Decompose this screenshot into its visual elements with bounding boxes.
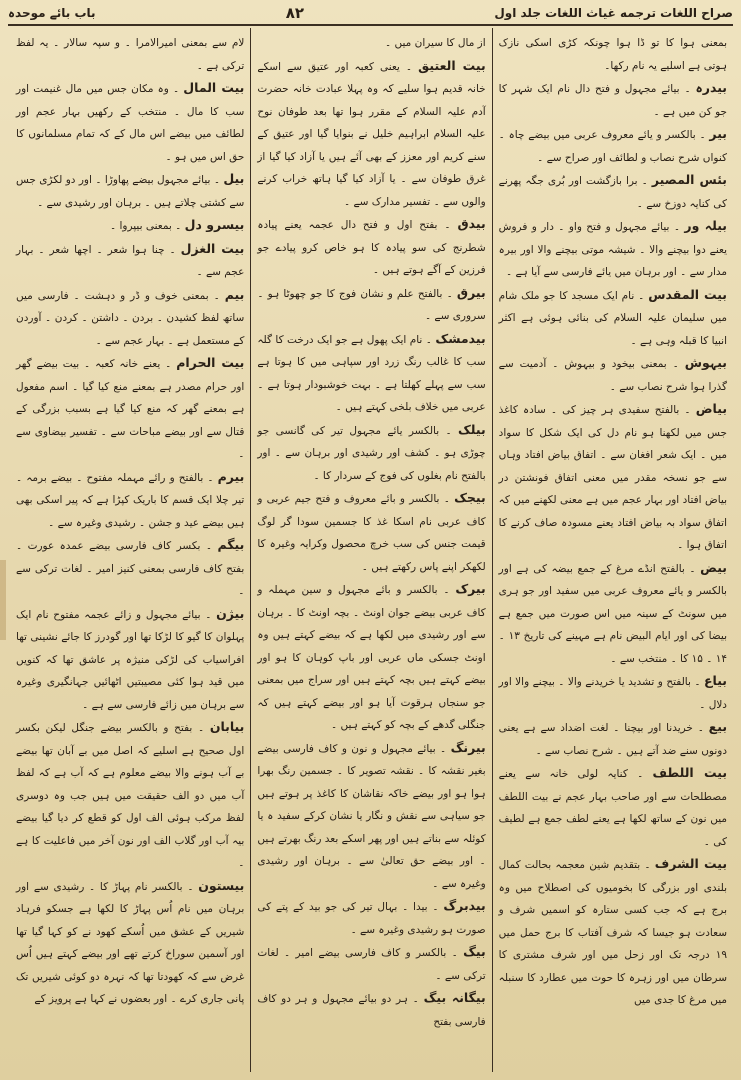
definition-text: بفتح اول و فتح دال عجمہ یعنے پیادہ شطرنج کی سو پیادہ کا ہو خاص کرو پیادے جو فرزین کے آگے ہوتے ہیں ۔ [257,219,486,276]
headword: بیاع [703,673,727,688]
definition-text: بالفتح سفیدی ہر چیز کی ۔ سادہ کاغذ جس میں لکھنا ہو نام دل کی ایک شکل کا سواد میں ۔ ایک شعر افغان سے ۔ اتفاق بیاض افتاد وہاں سے جو نسخہ مقدر میں معنی اتفاق فونشتن در بیاض افتاد اور بہار عجم میں ہے معنی لکھنے میں کہ اتفاق سواد بہ بیاض افتاد یعنے مسودہ صاف کرنے کا اتفاق ہوا ۔ [498,404,727,551]
dictionary-entry: بیت اللطف ۔ کنایہ لولی خانہ سے یعنے مصطلحات سے اور صاحب بہار عجم نے بیت اللطف میں نون کے ساتھ لکھا ہے یعنے لطف جمع ہے لطیف کی ۔ [498,765,728,848]
headword: بیل [223,171,245,186]
dictionary-entry: بیل ۔ بیائے مجہول بیضے پھاوڑا ۔ اور دو لکڑی جس سے کشتی چلاتے ہیں ۔ برہان اور رشیدی سے ۔ [16,171,245,209]
dictionary-entry: بیژن ۔ بیائے مجہول و زائے عجمہ مفتوح نام ایک پہلوان کا گیو کا لڑکا تھا اور گودرز کا جائے نشینی تھا افراسیاب کی لڑکی منیژہ پر عاشق تھا کہ کنویں میں قید ہوا کئی مصیبتیں اٹھائیں جہانگیری وغیرہ سے برہان میں زائے فارسی سے ہے ۔ [16,605,245,711]
dictionary-entry: بیض ۔ بالفتح انڈے مرغ کے جمع بیضہ کی ہے اور بالکسر و یائے معروف عربی میں سفید اور جو ہری میں سونٹ کے سینہ میں اس صورت میں جمع ہے بیضا کی اور ایام البیض نام ہے مہینے کی تاریخ ۱۳ ۔ ۱۴ ۔ ۱۵ کا ۔ منتخب سے ۔ [498,559,727,665]
dictionary-entry: بیت الحرام ۔ یعنے خانہ کعبہ ۔ بیت بیضے گھر اور حرام مصدر ہے بمعنے منع کیا گیا ۔ اسم مفعول ہے بمعنے گھر کہ منع کیا گیا ہے بسبب بزرگی کے قتال سے اور بیضے مباحات سے ۔ تفسیر بیضاوی سے ۔ [16,355,245,460]
dictionary-entry: بیسرو دل ۔ بمعنی بیپروا ۔ [109,217,245,232]
dictionary-entry: بئس المصیر ۔ برا بازگشت اور بُری جگہ پھرنے کی کنایہ دوزخ سے ۔ [498,172,727,210]
definition-text: بالکسر و یائے معروف عربی میں بیضے چاہ ۔ کنواں شرح نصاب و لطائف اور صراح سے ۔ [498,129,727,164]
definition-text: بمعنی خوف و ڈر و دہشت ۔ فارسی میں ساتھ لفظ کشیدن ۔ بردن ۔ داشتن ۔ کردن ۔ آوردن کے مستعمل ہے ۔ بہار عجم سے ۔ [16,289,245,347]
dictionary-entry: بیر ۔ بالکسر و یائے معروف عربی میں بیضے چاہ ۔ کنواں شرح نصاب و لطائف اور صراح سے ۔ [498,126,727,164]
text-columns [10,28,733,1072]
definition-text: چنا ہوا شعر ۔ اچھا شعر ۔ بہار عجم سے ۔ [16,243,245,278]
headword: بیگانہ بیگ [423,990,486,1005]
headword: بیض [700,559,727,575]
dictionary-entry: بیلک ۔ بالکسر یائے مجہول تیر کی گانسی جو چوڑی ہو ۔ کشف اور رشیدی اور برہان سے ۔ اور بالفتح نام بغلوں کی فوج کے سردار کا ۔ [257,421,486,482]
definition-text: یعنی کعبہ اور عتیق سے اسکے خانہ قدیم ہوا سلیے کہ وہ پہلا عبادت خانہ حضرت آدم علیہ السلام کے مقرر ہوا تھا بعد طوفان نوح علیہ السلام ابراہیم خلیل نے بنوایا گیا اور عتیق کے سنے کریم اور معزز کے بھی آئے ہیں یا آزاد کیا گیا از غرق طوفان سے ۔ یا آزاد کیا گیا ہاتھ خراب کرنے والوں سے ۔ تفسیر مدارک سے ۔ [257,60,486,208]
definition-text: بالکسر و بائے معروف و فتح جیم عربی و کاف عربی نام اسکا غذ کا جسمین سودا گر لوگ قیمت جنس کی سب خرچ محصول وکرایہ وغیرہ کا لکھکر اپنے پاس رکھتے ہیں ۔ [257,493,486,573]
definition-text: بیائے مجہول و فتح دال نام ایک شہر کا جو کن میں ہے ۔ [498,83,727,118]
headword: بیلک [457,421,486,437]
dictionary-entry: بیگم ۔ بکسر کاف فارسی بیضے عمدہ عورت ۔ بفتح کاف فارسی بمعنی کنیز امیر ۔ لغات ترکی سے ۔ [16,537,245,597]
headword: بیرم [217,468,245,484]
dictionary-entry: بیرنگ ۔ بیائے مجہول و نون و کاف فارسی بیضے بغیر نقشہ کا ۔ نقشہ تصویر کا ۔ جسمین رنگ بھرا ہوا ہو اور بیضے خاکہ نقاشان کا کاغذ پر ہوتے ہیں جو سیاہی سے نقش و نگار یا نشان کرکے سفید ہ یا کوئلہ سے بناتے ہیں اور پھر اسکے بعد رنگ بھرتے ہیں ۔ اور بیضے حق تعالیٰ سے ۔ برہان اور رشیدی وغیرہ سے ۔ [257,739,486,890]
definition-text: وہ مکان جس میں مال غنیمت اور سب کا مال ۔ منتخب کے رکھیں بہار عجم اور لطائف میں بیضے اس مال کے کہ تمام مسلمانوں کا حق اس میں ہو ۔ [16,83,245,163]
headword: بیستون [198,877,245,893]
headword: بیدبرگ [443,898,486,913]
dictionary-entry: بیت المقدس ۔ نام ایک مسجد کا جو ملک شام میں سلیمان علیہ السلام کی بنائی ہوئی ہے اکثر انبیا کا قبلہ وہی ہے ۔ [498,286,727,347]
definition-text: نام ایک مسجد کا جو ملک شام میں سلیمان علیہ السلام کی بنائی ہوئی ہے اکثر انبیا کا قبلہ وہی ہے ۔ [498,289,727,347]
definition-text: یعنے خانہ کعبہ ۔ بیت بیضے گھر اور حرام مصدر ہے بمعنے منع کیا گیا ۔ اسم مفعول ہے بمعنے گھر کہ منع کیا گیا ہے بسبب بزرگی کے قتال سے اور بیضے مباحات سے ۔ تفسیر بیضاوی سے ۔ [16,358,245,460]
headword: بیت المقدس [648,286,727,302]
definition-text: بمعنی بیپروا ۔ [109,220,172,232]
dictionary-entry: بیدمشک ۔ نام ایک پھول ہے جو ایک درخت کا گلہ سب کا غالب رنگ زرد اور سپاہی میں کا ہوتا ہے سب سے پہلے کھلتا ہے ۔ بہت خوشبودار ہوتا ہے ۔ عربی میں خلاف بلخی کہتے ہیں ۔ [257,330,486,413]
dictionary-entry [257,32,485,55]
column-middle [250,28,491,1072]
definition-text: بالکسر و بائے مجہول و سین مہملہ و کاف عربی بیضے جوان اونٹ ۔ بچہ اونٹ کا ۔ برہان سے اور رشیدی میں لکھا ہے کہ بیضے کہتے ہیں وہ اونٹ جسکی ماں عربی اور باپ کوہان کا ہو اور بیضے کہتے ہیں بچہ کہتے ہیں اور سراج میں بمعنی جو سنجاں ہرقوت آیا ہو اور بیضے کہتے ہیں کہ جنگلی گدھے کے بچہ کو کہتے ہیں ۔ [257,584,486,731]
definition-text: نام ایک پھول ہے جو ایک درخت کا گلہ سب کا غالب رنگ زرد اور سپاہی میں کا ہوتا ہے سب سے پہلے کھلتا ہے ۔ بہت خوشبودار ہوتا ہے ۔ عربی میں خلاف بلخی کہتے ہیں ۔ [257,333,486,413]
headword: بئس المصیر [651,172,727,187]
headword: بیت المال [183,80,245,95]
definition-text: کنایہ لولی خانہ سے یعنے مصطلحات سے اور صاحب بہار عجم نے بیت اللطف میں نون کے ساتھ لکھا ہے یعنے لطف جمع ہے لطیف کی ۔ [498,768,727,848]
headword: بیلہ ور [684,218,728,233]
definition-text: از مال کا سیران میں ۔ [385,37,486,49]
headword: بیع [708,719,728,734]
dictionary-entry: بیاع ۔ بالفتح و تشدید یا خریدنے والا ۔ بیچنے والا اور دلال ۔ [498,673,727,711]
binding-shadow [0,560,6,640]
dictionary-entry: بیجک ۔ بالکسر و بائے معروف و فتح جیم عربی و کاف عربی نام اسکا غذ کا جسمین سودا گر لوگ قیمت جنس کی سب خرچ محصول وکرایہ وغیرہ کا لکھکر اپنے پاس رکھتے ہیں ۔ [257,490,486,573]
definition-text: بالفتح علم و نشان فوج کا جو چھوٹا ہو ۔ سروری سے ۔ [257,287,486,322]
dictionary-entry: بیرک ۔ بالکسر و بائے مجہول و سین مہملہ و کاف عربی بیضے جوان اونٹ ۔ بچہ اونٹ کا ۔ برہان سے اور رشیدی میں لکھا ہے کہ بیضے کہتے ہیں وہ اونٹ جسکی ماں عربی اور باپ کوہان کا ہو اور بیضے کہتے ہیں بچہ کہتے ہیں اور سراج میں بمعنی جو سنجاں ہرقوت آیا ہو اور بیضے کہتے ہیں کہ جنگلی گدھے کے بچہ کو کہتے ہیں ۔ [257,581,486,731]
definition-text: بتقدیم شین معجمہ بحالت کمال بلندی اور بزرگی کا بخومیوں کی اصطلاح میں وہ برج ہے کہ جب کسی ستارہ کو اسمیں شرف و سعادت ہو جیسا کہ شرف آفتاب کا برج حمل میں ۱۹ درجہ تک اور زحل میں اور شرف مشتری کا سرطان میں اور زہرہ کا حوت میں عطارد کا سنبلہ میں مرغ کا جدی میں [498,859,727,1006]
definition-text: بیائے مجہول بیضے پھاوڑا ۔ اور دو لکڑی جس سے کشتی چلاتے ہیں ۔ برہان اور رشیدی سے ۔ [16,174,245,209]
definition-text: لام سے بمعنی امیرالامرا ۔ و سپہ سالار ۔ یہ لفظ ترکی ہے ۔ [16,37,245,72]
definition-text: بالکسر یائے مجہول تیر کی گانسی جو چوڑی ہو ۔ کشف اور رشیدی اور برہان سے ۔ اور بالفتح نام بغلوں کی فوج کے سردار کا ۔ [257,424,486,482]
dictionary-entry: بیت العتیق ۔ یعنی کعبہ اور عتیق سے اسکے خانہ قدیم ہوا سلیے کہ وہ پہلا عبادت خانہ حضرت آدم علیہ السلام کے مقرر ہوا تھا بعد طوفان نوح علیہ السلام ابراہیم خلیل نے بنوایا گیا اور عتیق کے سنے کریم اور معزز کے بھی آئے ہیں یا آزاد کیا گیا از غرق طوفان سے ۔ یا آزاد کیا گیا ہاتھ خراب کرنے والوں سے ۔ تفسیر مدارک سے ۔ [257,57,486,208]
headword: بیابان [209,719,245,734]
dictionary-entry [499,32,727,77]
dictionary-entry: بیلہ ور ۔ بیائے مجہول و فتح واو ۔ دار و فروش یعنے دوا بیچنے والا ۔ شیشہ موتی بیچنے والا اور بیرہ مدار سے ۔ اور برہان میں یائے فارسی سے آیا ہے ۔ [498,218,728,278]
headword: بیگ [463,944,486,959]
headword: بیاض [695,401,728,416]
definition-text: خریدنا اور بیچنا ۔ لغت اضداد سے ہے یعنی دونوں سنے ضد آتے ہیں ۔ شرح نصاب سے ۔ [498,722,727,757]
definition-text: بیائے مجہول و فتح واو ۔ دار و فروش یعنے دوا بیچنے والا ۔ شیشہ موتی بیچنے والا اور بیرہ مدار سے ۔ اور برہان میں یائے فارسی سے آیا ہے ۔ [498,221,727,278]
definition-text: بمعنی بیخود و بیہوش ۔ آدمیت سے گذرا ہوا شرح نصاب سے ۔ [498,358,727,393]
headword: بیدق [457,216,486,231]
headword: بیرنگ [450,739,486,755]
definition-text: بالکسر نام پہاڑ کا ۔ رشیدی سے اور برہان میں نام اُس پہاڑ کا لکھا ہے جسکو فرہاد شیریں کے عشق میں اُسکے کھود نے کو کہا گیا تھا اور آسمین سوراخ کرتے تھے اور بیضے کہتے ہیں اُس غرض سے کہ کھودتا تھا کہ نہرہ دو کوئی شیریں تک پانی جاری کرے ۔ اور بعضوں نے کہا ہے پرویز کے [16,880,245,1005]
page-header [8,2,733,26]
definition-text: بیائے مجہول و نون و کاف فارسی بیضے بغیر نقشہ کا ۔ نقشہ تصویر کا ۔ جسمین رنگ بھرا ہوا ہو اور بیضے خاکہ نقاشان کا کاغذ پر ہوتے ہیں جو سیاہی سے نقش و نگار یا نشان کرکے سفید ہ یا کوئلہ سے بناتے ہیں اور پھر اسکے بعد رنگ بھرتے ہیں ۔ اور بیضے حق تعالیٰ سے ۔ برہان اور رشیدی وغیرہ سے ۔ [257,742,486,890]
dictionary-entry: بیابان ۔ بفتح و بالکسر بیضے جنگل لیکن بکسر اول صحیح ہے اسلیے کہ اصل میں بے آبان تھا بیضے بے آب ہونے والا بیضے معلوم ہے کہ آب ہے کہ لفظ آب میں دو الف حقیقت میں ہیں جب وہ دوسری لفظ مرکب ہوئی الف اول کو قطع کر دیا گیا بیضے بیہ آب اور گلاب الف اور نون آخر میں فاعلیت کا ہے ۔ [16,719,245,869]
headword: بیت العتیق [418,57,486,73]
definition-text: بیائے مجہول و زائے عجمہ مفتوح نام ایک پہلوان کا گیو کا لڑکا تھا اور گودرز کا جائے نشینی تھا افراسیاب کی لڑکی منیژہ پر عاشق تھا کہ کنویں میں قید ہوا کئی مصیبتیں اٹھائیں جہانگیری وغیرہ سے برہان میں زائے فارسی سے ہے ۔ [16,608,245,711]
headword: بیت الغزل [180,240,245,256]
headword: بیت الحرام [176,355,245,370]
definition-text: ہر دو بیائے مجہول و ہر دو کاف فارسی بفتح [257,993,486,1028]
dictionary-entry: بیاض ۔ بالفتح سفیدی ہر چیز کی ۔ سادہ کاغذ جس میں لکھنا ہو نام دل کی ایک شکل کا سواد میں ۔ ایک شعر افغان سے ۔ اتفاق بیاض افتاد وہاں سے جو نسخہ مقدر میں معنی اتفاق فونشتن در بیاض افتاد اور بہار عجم میں ہے معنی لکھنے میں کہ اتفاق سواد بہ بیاض افتاد یعنے مسودہ صاف کرنے کا اتفاق ہوا ۔ [498,401,728,551]
definition-text: بمعنی ہوا کا تو ڈا ہوا چونکہ کڑی اسکی نازک ہوتی ہے اسلیے یہ نام رکھا۔ [498,37,727,72]
headword: بیسرو دل [184,217,245,232]
dictionary-entry: بیستون ۔ بالکسر نام پہاڑ کا ۔ رشیدی سے اور برہان میں نام اُس پہاڑ کا لکھا ہے جسکو فرہاد شیریں کے عشق میں اُسکے کھود نے کو کہا گیا تھا اور آسمین سوراخ کرتے تھے اور بیضے کہتے ہیں اُس غرض سے کہ کھودتا تھا کہ نہرہ دو کوئی شیریں تک پانی جاری کرے ۔ اور بعضوں نے کہا ہے پرویز کے [16,877,245,1005]
dictionary-entry: بیت الشرف ۔ بتقدیم شین معجمہ بحالت کمال بلندی اور بزرگی کا بخومیوں کی اصطلاح میں وہ برج ہے کہ جب کسی ستارہ کو اسمیں شرف و سعادت ہو جیسا کہ شرف آفتاب کا برج حمل میں ۱۹ درجہ تک اور زحل میں اور شرف مشتری کا سرطان میں اور زہرہ کا حوت میں عطارد کا سنبلہ میں مرغ کا جدی میں [498,856,728,1006]
headword: بیجک [454,490,486,505]
definition-text: بکسر کاف فارسی بیضے عمدہ عورت ۔ بفتح کاف فارسی بمعنی کنیز امیر ۔ لغات ترکی سے ۔ [16,540,245,597]
headword: بیت اللطف [652,765,728,780]
column-left [10,28,250,1072]
headword: بیدرہ [695,80,728,95]
dictionary-entry: بیہوش ۔ بمعنی بیخود و بیہوش ۔ آدمیت سے گذرا ہوا شرح نصاب سے ۔ [498,355,728,393]
dictionary-entry: بیگ ۔ بالکسر و کاف فارسی بیضے امیر ۔ لغات ترکی سے ۔ [257,944,486,982]
headword: بیہوش [684,355,728,370]
definition-text: بالفتح و رائے مہملہ مفتوح ۔ بیضے برمہ ۔ تیر چلا ایک قسم کا باریک کپڑا ہے کہ پیر اسکی بھی ہیں بیضے عید و جشن ۔ رشیدی وغیرہ سے ۔ [16,471,245,529]
definition-text: بیدا ۔ بہال تیر کی جو بید کے پتے کی صورت ہو رشیدی وغیرہ سے ۔ [257,901,486,936]
page-number: ۸۲ [285,4,305,22]
dictionary-entry [16,32,244,77]
dictionary-entry: بیدبرگ ۔ بیدا ۔ بہال تیر کی جو بید کے پتے کی صورت ہو رشیدی وغیرہ سے ۔ [257,898,486,936]
headword: بیرک [455,581,486,596]
dictionary-entry: بیرق ۔ بالفتح علم و نشان فوج کا جو چھوٹا ہو ۔ سروری سے ۔ [257,284,486,322]
definition-text: بالفتح انڈے مرغ کے جمع بیضہ کی ہے اور بالکسر و یائے معروف عربی میں سفید اور جو ہری میں سونٹ کے سینہ میں اس صورت میں جمع ہے بیضا کی اور ایام البیض نام ہے مہینے کی تاریخ ۱۳ ۔ ۱۴ ۔ ۱۵ کا ۔ منتخب سے ۔ [498,562,727,665]
headword: بیگم [217,537,245,552]
headword: بیم [224,286,245,302]
dictionary-entry: بیت الغزل ۔ چنا ہوا شعر ۔ اچھا شعر ۔ بہار عجم سے ۔ [16,240,245,278]
headword: بیژن [216,605,245,621]
headword: بیرق [456,284,486,300]
dictionary-entry: بیم ۔ بمعنی خوف و ڈر و دہشت ۔ فارسی میں ساتھ لفظ کشیدن ۔ بردن ۔ داشتن ۔ کردن ۔ آوردن کے مستعمل ہے ۔ بہار عجم سے ۔ [16,286,245,347]
headword: بیت الشرف [654,856,728,871]
column-right [492,28,733,1072]
definition-text: بالکسر و کاف فارسی بیضے امیر ۔ لغات ترکی سے ۔ [257,947,486,982]
definition-text: بفتح و بالکسر بیضے جنگل لیکن بکسر اول صحیح ہے اسلیے کہ اصل میں بے آبان تھا بیضے بے آب ہونے والا بیضے معلوم ہے کہ آب ہے کہ لفظ آب میں دو الف حقیقت میں ہیں جب وہ دوسری لفظ مرکب ہوئی الف اول کو قطع کر دیا گیا بیضے بیہ آب اور گلاب الف اور نون آخر میں فاعلیت کا ہے ۔ [16,722,245,869]
dictionary-entry: بیدرہ ۔ بیائے مجہول و فتح دال نام ایک شہر کا جو کن میں ہے ۔ [498,80,728,118]
headword: بیر [709,126,727,141]
dictionary-entry: بیدق ۔ بفتح اول و فتح دال عجمہ یعنے پیادہ شطرنج کی سو پیادہ کا ہو خاص کرو پیادے جو فرزین کے آگے ہوتے ہیں ۔ [257,216,486,276]
definition-text: برا بازگشت اور بُری جگہ پھرنے کی کنایہ دوزخ سے ۔ [498,175,727,210]
definition-text: بالفتح و تشدید یا خریدنے والا ۔ بیچنے والا اور دلال ۔ [498,676,727,711]
dictionary-entry: بیگانہ بیگ ۔ ہر دو بیائے مجہول و ہر دو کاف فارسی بفتح [257,990,486,1028]
dictionary-entry: بیت المال ۔ وہ مکان جس میں مال غنیمت اور سب کا مال ۔ منتخب کے رکھیں بہار عجم اور لطائف میں بیضے اس مال کے کہ تمام مسلمانوں کا حق اس میں ہو ۔ [16,80,245,163]
dictionary-entry: بیع ۔ خریدنا اور بیچنا ۔ لغت اضداد سے ہے یعنی دونوں سنے ضد آتے ہیں ۔ شرح نصاب سے ۔ [498,719,728,757]
chapter-title: باب بائے موحدہ [8,6,96,20]
book-title: صراح اللغات ترجمه غیاث اللغات جلد اول [494,6,733,20]
headword: بیدمشک [435,330,486,346]
dictionary-entry: بیرم ۔ بالفتح و رائے مہملہ مفتوح ۔ بیضے برمہ ۔ تیر چلا ایک قسم کا باریک کپڑا ہے کہ پیر اسکی بھی ہیں بیضے عید و جشن ۔ رشیدی وغیرہ سے ۔ [16,468,245,529]
